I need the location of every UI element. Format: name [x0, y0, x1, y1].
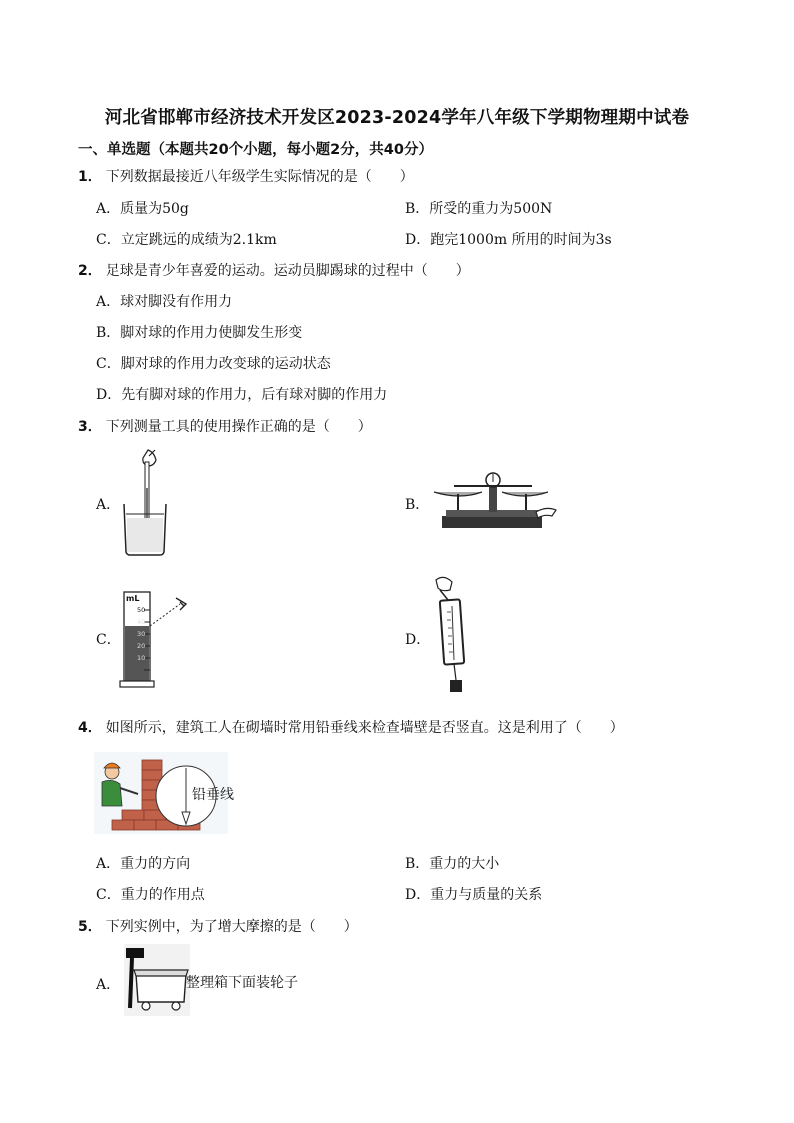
- q4-option-c[interactable]: C．重力的作用点: [96, 887, 205, 903]
- q3-option-b[interactable]: B．: [405, 497, 430, 513]
- question-3: [78, 416, 372, 436]
- question-5: [78, 916, 358, 936]
- question-stem: 下列实例中，为了增大摩擦的是（ ）: [105, 919, 358, 935]
- q3-option-c[interactable]: C．: [96, 632, 121, 648]
- question-number: 2．: [78, 263, 102, 279]
- question-number: 4．: [78, 720, 102, 736]
- question-number: 1．: [78, 169, 102, 185]
- question-2: [78, 260, 470, 280]
- q2-option-b[interactable]: B．脚对球的作用力使脚发生形变: [96, 325, 303, 341]
- question-stem: 下列数据最接近八年级学生实际情况的是（ ）: [105, 169, 414, 185]
- graduated-cylinder-figure: [118, 588, 194, 690]
- cylinder-tick-20: 20: [137, 642, 146, 650]
- spring-scale-figure: [426, 574, 476, 698]
- section-heading: 一、单选题（本题共20个小题，每小题2分，共40分）: [78, 142, 433, 158]
- cylinder-tick-10: 10: [137, 654, 146, 662]
- q1-option-a[interactable]: A．质量为50g: [96, 201, 189, 217]
- thermometer-beaker-figure: [120, 448, 170, 558]
- question-number: 3．: [78, 419, 102, 435]
- cylinder-unit-label: mL: [126, 594, 140, 603]
- question-stem: 足球是青少年喜爱的运动。运动员脚踢球的过程中（ ）: [105, 263, 470, 279]
- question-1: [78, 166, 414, 186]
- q4-option-a[interactable]: A．重力的方向: [96, 856, 191, 872]
- q1-option-b[interactable]: B．所受的重力为500N: [405, 201, 553, 217]
- q3-option-d[interactable]: D．: [405, 632, 431, 648]
- q2-option-a[interactable]: A．球对脚没有作用力: [96, 294, 233, 310]
- storage-box-figure: [124, 944, 190, 1016]
- question-stem: 如图所示，建筑工人在砌墙时常用铅垂线来检查墙壁是否竖直。这是利用了（ ）: [105, 720, 624, 736]
- q5-option-a-caption: 整理箱下面装轮子: [186, 975, 298, 991]
- balance-scale-figure: [432, 470, 558, 532]
- q1-option-c[interactable]: C．立定跳远的成绩为2.1km: [96, 232, 277, 248]
- q2-option-c[interactable]: C．脚对球的作用力改变球的运动状态: [96, 356, 331, 372]
- question-4: [78, 717, 624, 737]
- question-stem: 下列测量工具的使用操作正确的是（ ）: [105, 419, 372, 435]
- question-number: 5．: [78, 919, 102, 935]
- q5-option-a[interactable]: A．: [96, 977, 121, 993]
- cylinder-tick-30: 30: [137, 630, 146, 638]
- plumb-line-label: 铅垂线: [192, 787, 234, 803]
- q3-option-a[interactable]: A．: [96, 497, 121, 513]
- cylinder-tick-50: 50: [137, 606, 146, 614]
- q4-option-d[interactable]: D．重力与质量的关系: [405, 887, 543, 903]
- q2-option-d[interactable]: D．先有脚对球的作用力，后有球对脚的作用力: [96, 387, 388, 403]
- cylinder-tick-40: 40: [137, 618, 146, 626]
- q1-option-d[interactable]: D．跑完1000m 所用的时间为3s: [405, 232, 612, 248]
- page-title: 河北省邯郸市经济技术开发区2023-2024学年八年级下学期物理期中试卷: [104, 108, 690, 128]
- q4-option-b[interactable]: B．重力的大小: [405, 856, 500, 872]
